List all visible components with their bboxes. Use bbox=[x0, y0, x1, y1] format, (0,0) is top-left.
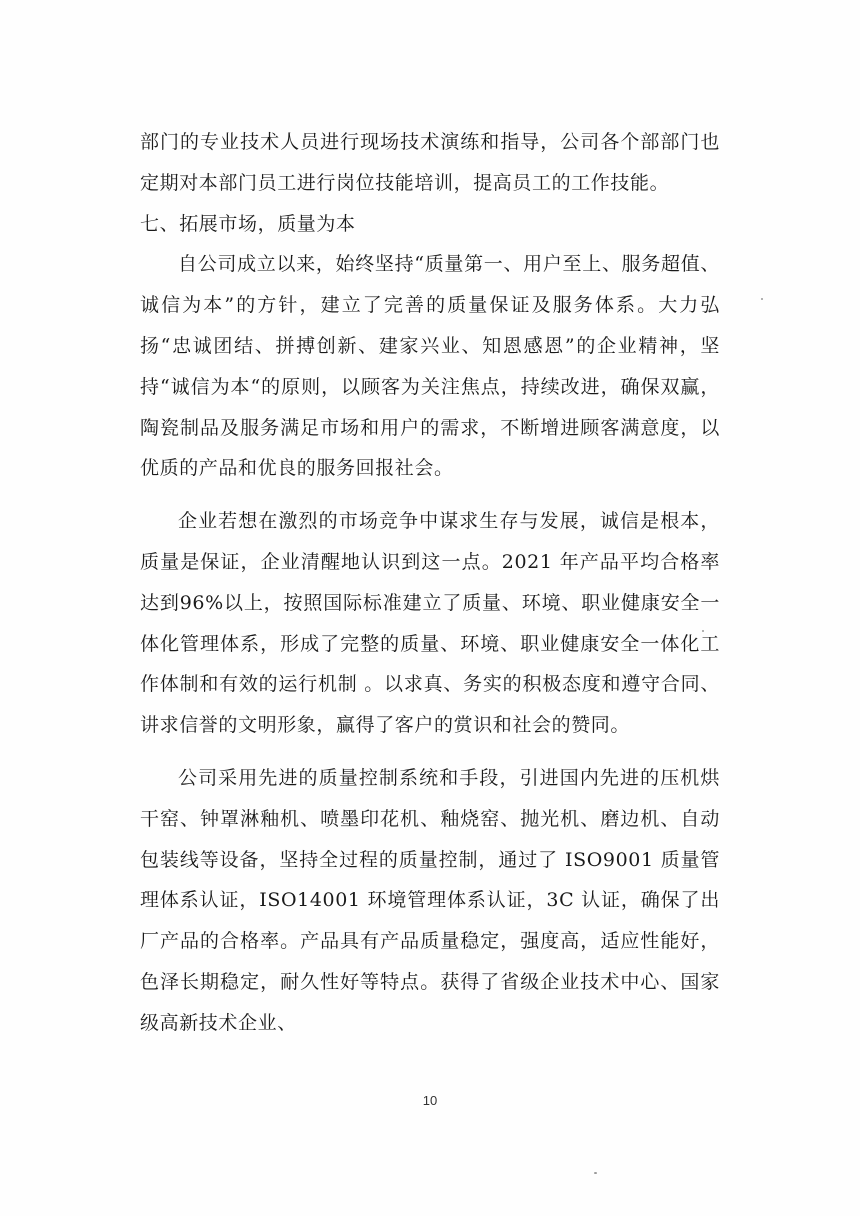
paragraph-integrity: 企业若想在激烈的市场竞争中谋求生存与发展，诚信是根本，质量是保证，企业清醒地认识到这一点。2021 年产品平均合格率达到96%以上，按照国际标准建立了质量、环境、职业健康安全一体化管理体系，形成了完整的质量、环境、职业健康安全一体化工作体制和有效的运行机制 。以求真、务实的积极态度和遵守合同、讲求信誉的文明形象，赢得了客户的赏识和社会的赞同。 bbox=[140, 510, 720, 737]
paragraph-training: 部门的专业技术人员进行现场技术演练和指导，公司各个部部门也定期对本部门员工进行岗位技能培训，提高员工的工作技能。 bbox=[140, 131, 720, 194]
paragraph-quality-policy: 自公司成立以来，始终坚持“质量第一、用户至上、服务超值、诚信为本”的方针，建立了完善的质量保证及服务体系。大力弘扬“忠诚团结、拼搏创新、建家兴业、知恩感恩”的企业精神，坚持“诚信为本“的原则，以顾客为关注焦点，持续改进，确保双赢，陶瓷制品及服务满足市场和用户的需求，不断增进顾客满意度，以优质的产品和优良的服务回报社会。 bbox=[140, 253, 720, 480]
scan-speck bbox=[594, 1172, 597, 1174]
scan-speck bbox=[761, 298, 763, 300]
body-text bbox=[140, 122, 720, 1044]
section-heading: 七、拓展市场，质量为本 bbox=[140, 212, 356, 235]
paragraph-quality-control: 公司采用先进的质量控制系统和手段，引进国内先进的压机烘干窑、钟罩淋釉机、喷墨印花机、釉烧窑、抛光机、磨边机、自动包装线等设备，坚持全过程的质量控制，通过了 ISO9001 质量管理体系认证，ISO14001 环境管理体系认证，3C 认证，确保了出厂产品的合格率。产品具有产品质量稳定，强度高，适应性能好，色泽长期稳定，耐久性好等特点。获得了省级企业技术中心、国家级高新技术企业、 bbox=[140, 766, 720, 1034]
scan-speck bbox=[702, 630, 704, 632]
page-number: 10 bbox=[422, 1093, 438, 1108]
